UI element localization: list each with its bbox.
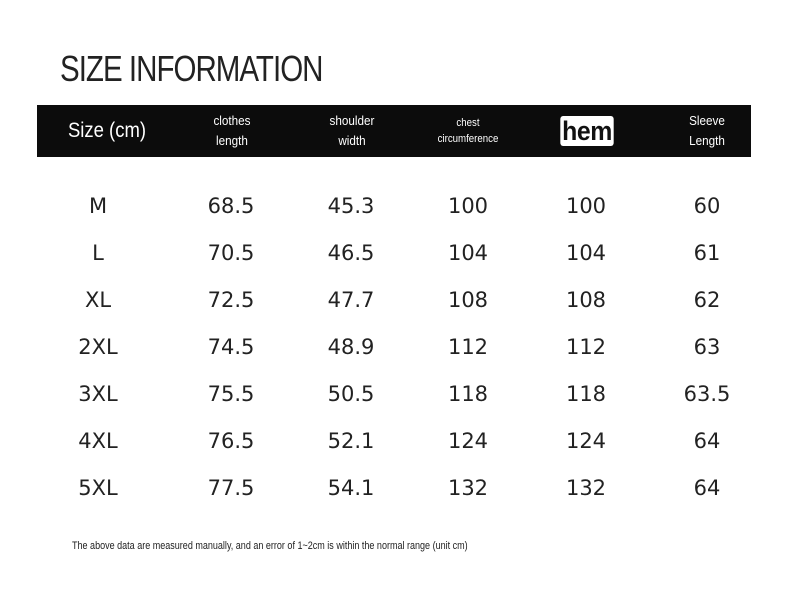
- header-sleeve-length: [658, 105, 757, 157]
- cell-sleeve-length: 63.5: [683, 382, 731, 406]
- cell-chest: 112: [447, 335, 489, 359]
- cell-size: M: [88, 194, 108, 218]
- header-clothes-length-line2: length: [216, 133, 248, 148]
- cell-clothes-length: 77.5: [207, 476, 255, 500]
- cell-hem: 112: [565, 335, 607, 359]
- cell-size: XL: [84, 288, 112, 312]
- header-clothes-length-line1: clothes: [213, 113, 251, 128]
- table-header: [37, 105, 751, 157]
- cell-sleeve-length: 61: [693, 241, 721, 265]
- cell-hem: 124: [565, 429, 607, 453]
- cell-sleeve-length: 62: [693, 288, 721, 312]
- cell-shoulder-width: 45.3: [327, 194, 375, 218]
- header-sleeve-line1: Sleeve: [689, 113, 725, 128]
- cell-shoulder-width: 52.1: [327, 429, 375, 453]
- cell-clothes-length: 70.5: [207, 241, 255, 265]
- cell-hem: 108: [565, 288, 607, 312]
- header-chest: [420, 105, 517, 157]
- cell-chest: 108: [447, 288, 489, 312]
- header-shoulder-width-line2: width: [338, 133, 366, 148]
- cell-clothes-length: 68.5: [207, 194, 255, 218]
- cell-clothes-length: 76.5: [207, 429, 255, 453]
- header-sleeve-line2: Length: [689, 133, 725, 148]
- cell-chest: 132: [447, 476, 489, 500]
- header-shoulder-width: [303, 105, 402, 157]
- cell-chest: 124: [447, 429, 489, 453]
- cell-chest: 118: [447, 382, 489, 406]
- header-hem-label: hem: [562, 115, 612, 146]
- cell-shoulder-width: 54.1: [327, 476, 375, 500]
- header-clothes-length: [183, 105, 282, 157]
- cell-clothes-length: 72.5: [207, 288, 255, 312]
- cell-sleeve-length: 60: [693, 194, 721, 218]
- header-chest-line1: chest: [456, 117, 480, 129]
- cell-size: L: [92, 241, 104, 265]
- cell-hem: 132: [565, 476, 607, 500]
- cell-sleeve-length: 63: [693, 335, 721, 359]
- cell-size: 2XL: [78, 335, 118, 359]
- cell-clothes-length: 74.5: [207, 335, 255, 359]
- cell-chest: 104: [447, 241, 489, 265]
- cell-chest: 100: [447, 194, 489, 218]
- cell-shoulder-width: 50.5: [327, 382, 375, 406]
- header-chest-line2: circumference: [437, 133, 499, 145]
- cell-size: 4XL: [78, 429, 118, 453]
- header-size: Size (cm): [67, 119, 147, 142]
- cell-hem: 104: [565, 241, 607, 265]
- cell-shoulder-width: 48.9: [327, 335, 375, 359]
- cell-sleeve-length: 64: [693, 476, 721, 500]
- cell-size: 5XL: [78, 476, 118, 500]
- cell-shoulder-width: 46.5: [327, 241, 375, 265]
- measurement-note: The above data are measured manually, and an error of 1~2cm is within the normal range (unit cm): [72, 540, 468, 552]
- page-title: SIZE INFORMATION: [60, 48, 323, 89]
- header-hem: [532, 105, 642, 157]
- cell-size: 3XL: [78, 382, 118, 406]
- cell-hem: 100: [565, 194, 607, 218]
- header-shoulder-width-line1: shoulder: [329, 113, 375, 128]
- cell-hem: 118: [565, 382, 607, 406]
- cell-shoulder-width: 47.7: [327, 288, 375, 312]
- cell-clothes-length: 75.5: [207, 382, 255, 406]
- cell-sleeve-length: 64: [693, 429, 721, 453]
